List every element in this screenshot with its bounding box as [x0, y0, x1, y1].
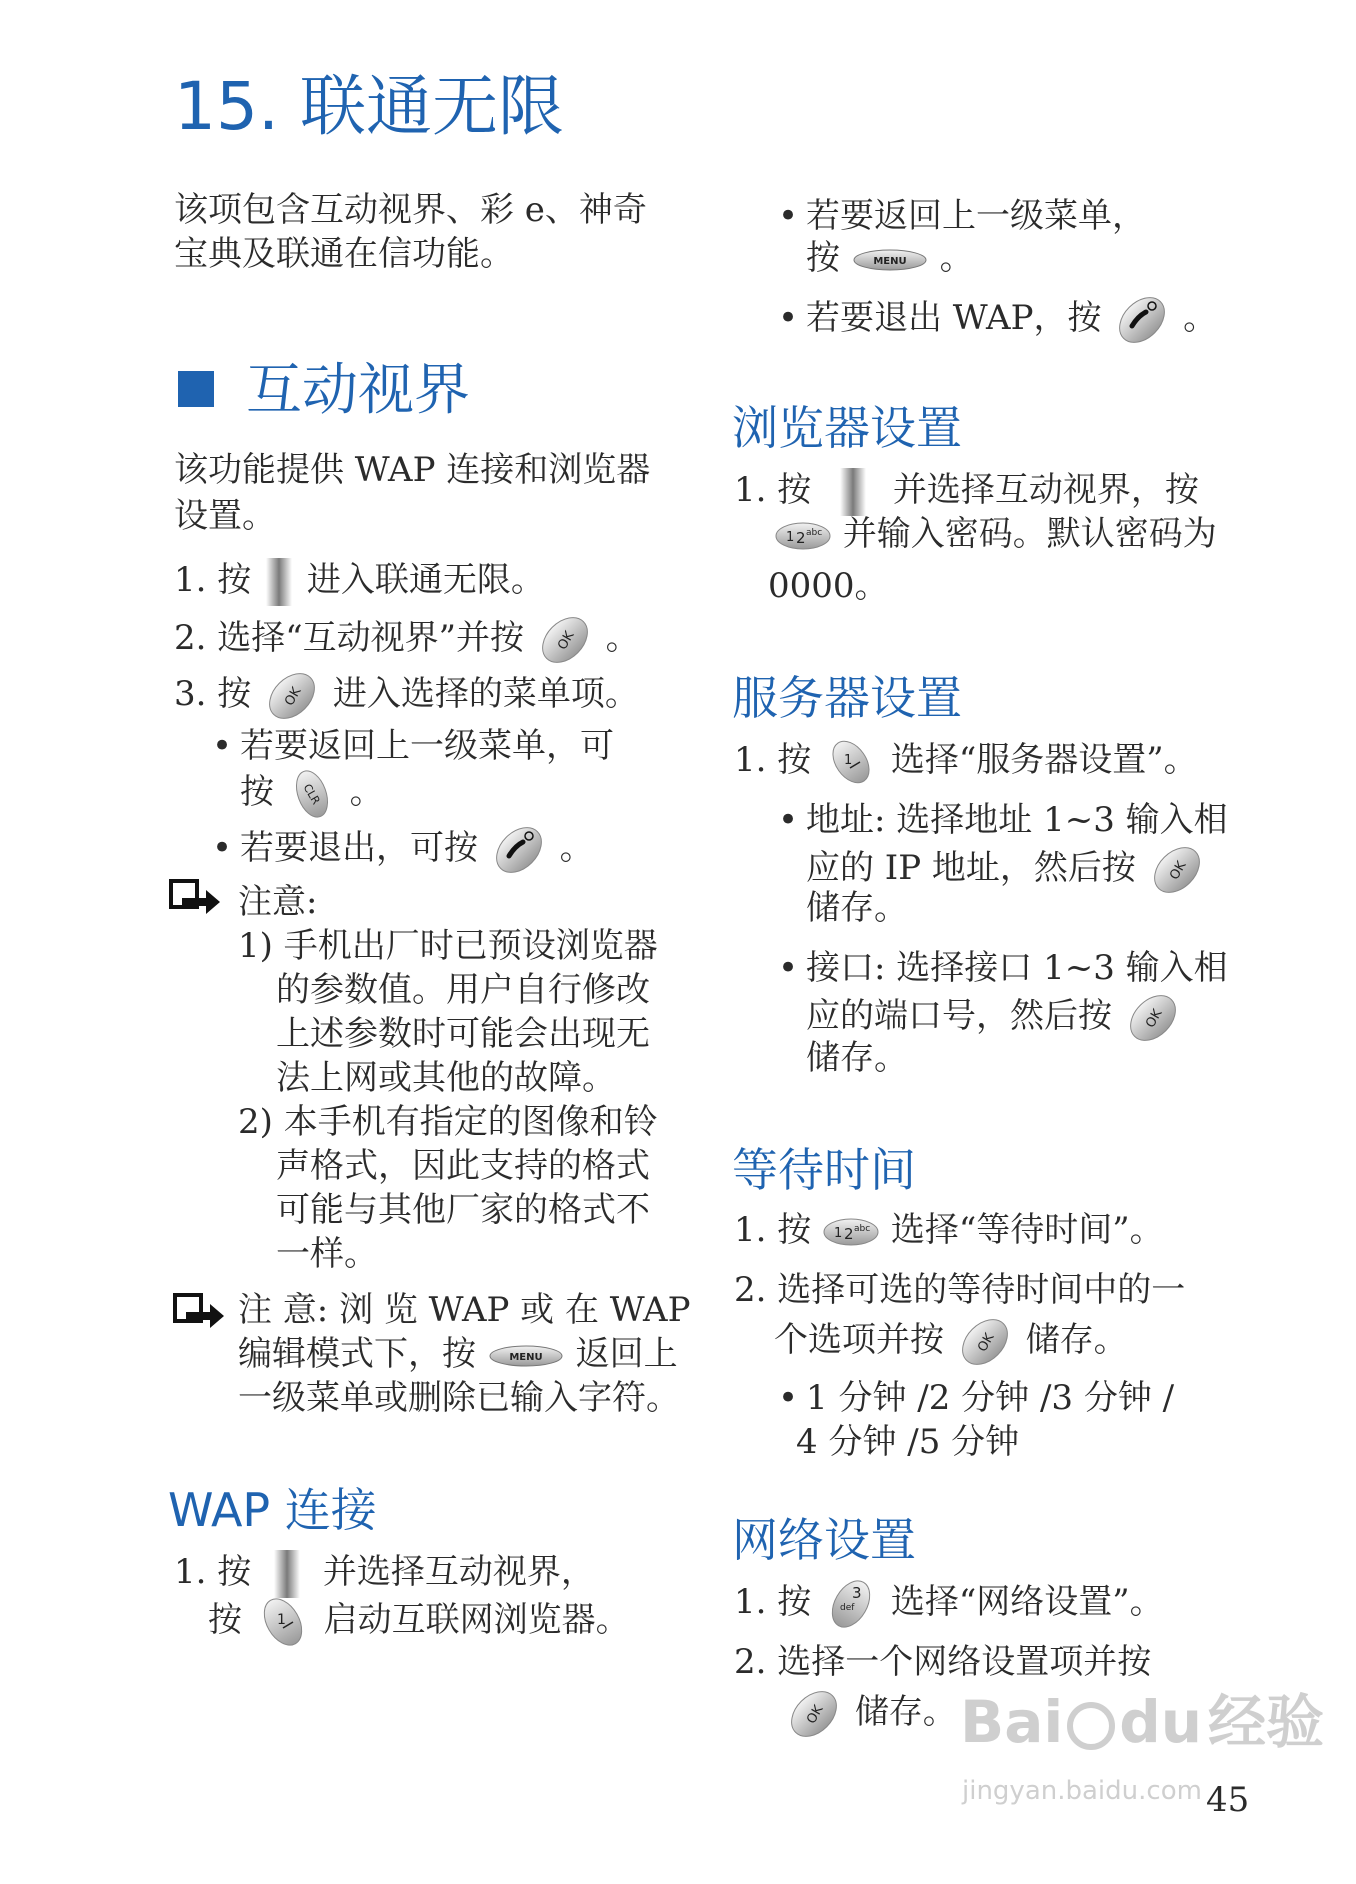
right-bullet-back-line-2: 按 MENU 。 — [806, 238, 974, 278]
note1-item2-line-2: 声格式，因此支持的格式 — [276, 1146, 650, 1186]
intro-line-2: 宝典及联通在信功能。 — [174, 234, 514, 274]
server-addr-line-1: • 地址: 选择地址 1~3 输入相 — [778, 800, 1228, 840]
ok-key-icon — [784, 1686, 844, 1742]
svg-text:OK: OK — [1166, 858, 1190, 883]
wait-line-2: 2. 选择可选的等待时间中的一 — [734, 1270, 1186, 1310]
soft-key-icon — [262, 556, 296, 608]
ok-key-icon — [262, 668, 322, 724]
intro-line-1: 该项包含互动视界、彩 e、神奇 — [174, 190, 647, 230]
svg-text:OK: OK — [282, 684, 305, 709]
note1-item1-line-2: 的参数值。用户自行修改 — [276, 970, 650, 1010]
step-text: 进入联通无限。 — [306, 560, 545, 600]
right-bullet-back-line-1: • 若要返回上一级菜单， — [778, 196, 1146, 236]
watermark-logo: Bai du 经验 — [960, 1688, 1325, 1756]
note-icon — [172, 1292, 228, 1328]
svg-text:2: 2 — [796, 529, 806, 547]
watermark-url: jingyan.baidu.com — [962, 1776, 1202, 1806]
svg-text:2: 2 — [844, 1225, 854, 1243]
key-1-icon — [253, 1594, 313, 1650]
step-text: 进入选择的菜单项。 — [332, 674, 639, 714]
soft-key-icon — [262, 1548, 312, 1600]
bullet-dot: • — [778, 298, 799, 338]
page-number: 45 — [1206, 1780, 1250, 1820]
server-addr-line-2: 应的 IP 地址，然后按 OK — [806, 842, 1207, 898]
soft-key-icon — [822, 466, 882, 518]
network-line-2: 2. 选择一个网络设置项并按 — [734, 1642, 1152, 1682]
svg-text:MENU: MENU — [509, 1352, 543, 1363]
browser-line-1: 1. 按 并选择互动视界，按 — [734, 466, 1199, 518]
note1-item2-line-3: 可能与其他厂家的格式不 — [276, 1190, 650, 1230]
server-addr-line-3: 储存。 — [806, 888, 908, 928]
note2-line-1: 注 意: 浏 览 WAP 或 在 WAP — [238, 1290, 691, 1330]
note1-item2-line-1: 2) 本手机有指定的图像和铃 — [238, 1102, 658, 1142]
wait-line-3: 个选项并按 OK 储存。 — [774, 1314, 1128, 1370]
note1-item1-line-1: 1) 手机出厂时已预设浏览器 — [238, 926, 658, 966]
note1-item2-line-4: 一样。 — [276, 1234, 378, 1274]
server-port-line-3: 储存。 — [806, 1038, 908, 1078]
end-call-key-icon — [1112, 292, 1172, 348]
browser-line-2: 1 2 abc 并输入密码。默认密码为 — [774, 512, 1217, 556]
left-desc-line-1: 该功能提供 WAP 连接和浏览器 — [174, 450, 651, 490]
left-step-1 — [174, 556, 545, 608]
note1-label: 注意: — [238, 882, 318, 922]
svg-text:OK: OK — [1142, 1006, 1166, 1031]
bullet-dot: • — [212, 726, 233, 766]
network-line-1: 1. 按 3 def 选择“网络设置”。 — [734, 1576, 1164, 1632]
right-bullet-exit: • 若要退出 WAP，按 。 — [778, 292, 1217, 348]
wap-heading: WAP 连接 — [168, 1483, 377, 1537]
step-number: 1. 按 — [174, 560, 252, 600]
server-port-line-2: 应的端口号，然后按 OK — [806, 990, 1183, 1046]
section-heading-interactive — [178, 356, 470, 426]
left-step-3 — [174, 668, 639, 724]
svg-text:MENU: MENU — [873, 256, 907, 267]
ok-key-icon — [955, 1314, 1015, 1370]
square-bullet-icon — [178, 371, 214, 407]
svg-text:1: 1 — [834, 1226, 843, 1241]
browser-settings-heading: 浏览器设置 — [732, 401, 962, 455]
left-bullet-back-line-1: • 若要返回上一级菜单，可 — [212, 726, 614, 766]
bullet-dot: • — [778, 948, 799, 988]
left-bullet-exit: • 若要退出，可按 。 — [212, 822, 594, 878]
wait-line-1: 1. 按 1 2 abc 选择“等待时间”。 — [734, 1210, 1164, 1250]
svg-text:def: def — [840, 1603, 855, 1613]
bullet-dot: • — [212, 828, 233, 868]
key-1-icon — [822, 736, 880, 788]
left-bullet-back-line-2: 按 CLR 。 — [240, 766, 384, 822]
svg-text:OK: OK — [554, 628, 578, 653]
page-title: 15. 联通无限 — [174, 68, 564, 145]
wap-line-2: 按 1 启动互联网浏览器。 — [208, 1594, 630, 1650]
left-step-2 — [174, 612, 640, 668]
browser-line-3: 0000。 — [768, 566, 889, 606]
note-icon — [168, 878, 224, 914]
svg-text:OK: OK — [804, 1702, 827, 1727]
note1-item1-line-3: 上述参数时可能会出现无 — [276, 1014, 650, 1054]
wait-options-line-2: 4 分钟 /5 分钟 — [796, 1422, 1020, 1462]
end-call-key-icon — [489, 822, 549, 878]
svg-text:OK: OK — [974, 1330, 998, 1355]
svg-text:CLR: CLR — [300, 781, 323, 807]
note2-line-3: 一级菜单或删除已输入字符。 — [238, 1378, 680, 1418]
svg-text:1: 1 — [276, 1612, 286, 1628]
clr-key-icon — [285, 766, 339, 822]
step-number: 3. 按 — [174, 674, 252, 714]
key-3-icon — [822, 1576, 880, 1632]
server-line-1: 1. 按 1 选择“服务器设置”。 — [734, 736, 1198, 788]
svg-text:abc: abc — [854, 1224, 871, 1234]
ok-key-icon — [535, 612, 595, 668]
section-heading-text: 互动视界 — [246, 358, 470, 423]
svg-text:1: 1 — [786, 530, 795, 545]
menu-key-icon — [851, 245, 929, 275]
note2-line-2: 编辑模式下，按 MENU 返回上 — [238, 1334, 678, 1374]
key-2-icon — [822, 1215, 880, 1249]
network-settings-heading: 网络设置 — [732, 1513, 916, 1567]
svg-text:3: 3 — [852, 1584, 862, 1602]
server-settings-heading: 服务器设置 — [732, 671, 962, 725]
bullet-dot: • — [778, 800, 799, 840]
note1-item1-line-4: 法上网或其他的故障。 — [276, 1058, 616, 1098]
svg-text:1: 1 — [844, 753, 853, 768]
wap-line-1: 1. 按 并选择互动视界， — [174, 1548, 595, 1600]
key-2-icon — [774, 519, 832, 553]
ok-key-icon — [1147, 842, 1207, 898]
paw-icon — [1067, 1702, 1115, 1750]
svg-text:abc: abc — [806, 528, 823, 538]
step-number: 2. 选择“互动视界”并按 — [174, 618, 525, 658]
left-desc-line-2: 设置。 — [174, 496, 276, 536]
step-text: 。 — [605, 618, 640, 658]
server-port-line-1: • 接口: 选择接口 1~3 输入相 — [778, 948, 1228, 988]
bullet-dot: • — [778, 196, 799, 236]
bullet-dot: • — [778, 1378, 799, 1418]
network-line-3: OK 储存。 — [784, 1686, 957, 1742]
menu-key-icon — [487, 1341, 565, 1371]
wait-time-heading: 等待时间 — [732, 1143, 916, 1197]
ok-key-icon — [1123, 990, 1183, 1046]
wait-options-line-1: • 1 分钟 /2 分钟 /3 分钟 / — [778, 1378, 1175, 1418]
